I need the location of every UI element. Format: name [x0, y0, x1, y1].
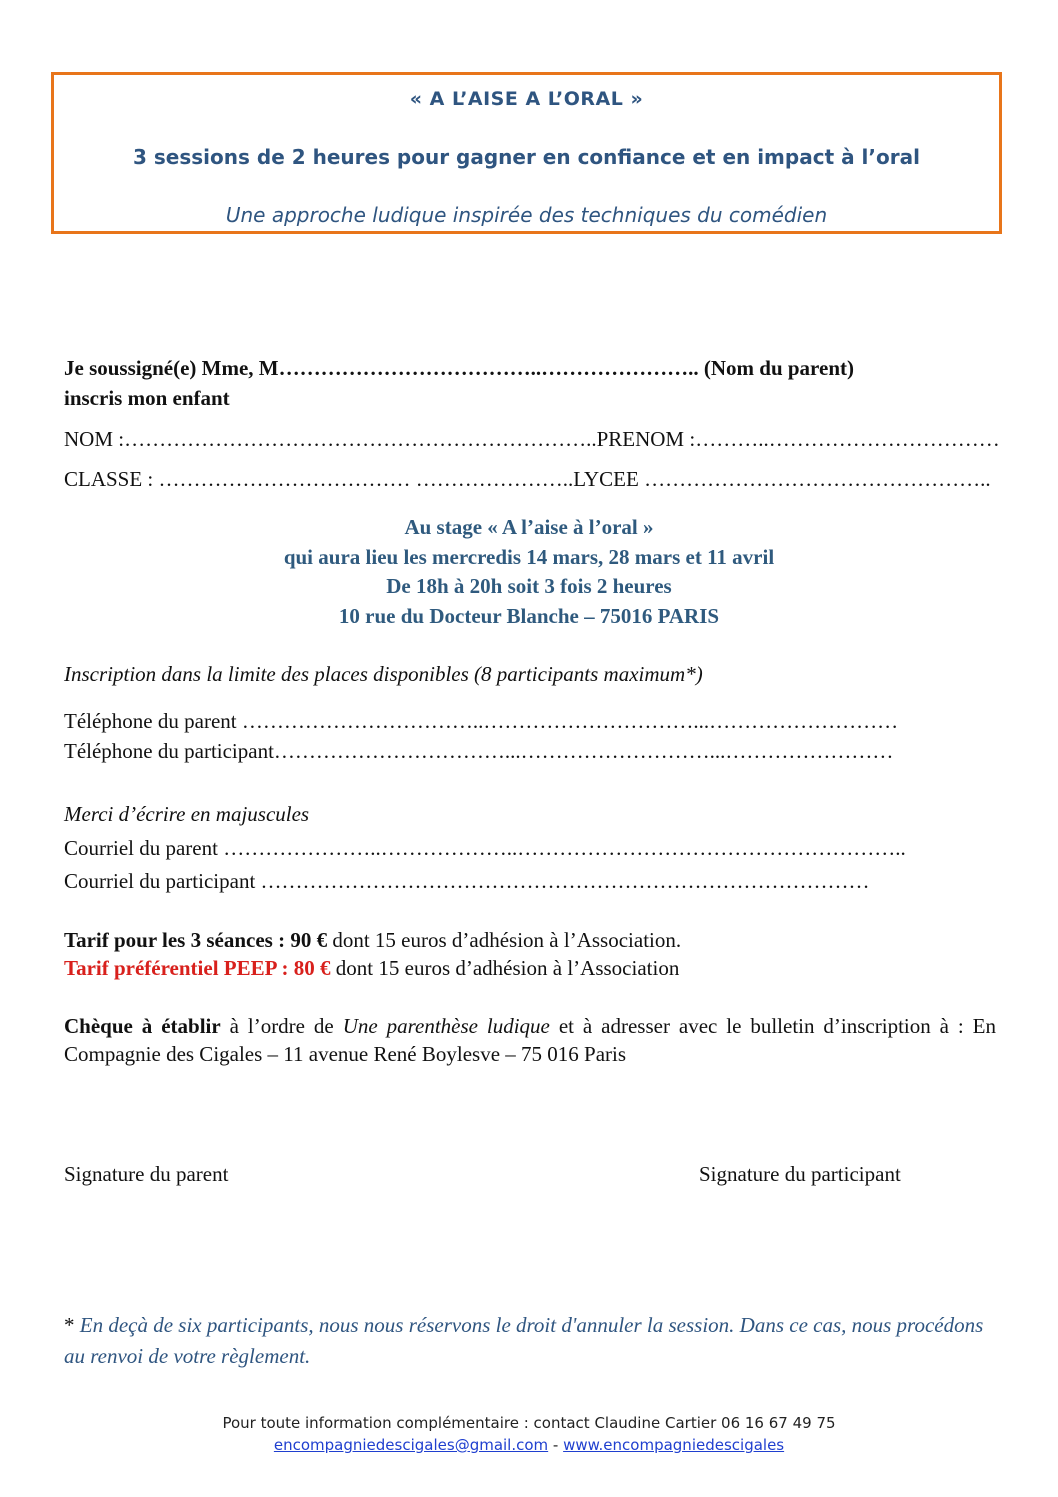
- stage-line-3: De 18h à 20h soit 3 fois 2 heures: [386, 574, 672, 598]
- footer-separator: -: [548, 1436, 564, 1454]
- signature-parent: Signature du parent: [64, 1162, 229, 1186]
- footer-links: [0, 1436, 1058, 1454]
- footnote-star: *: [64, 1313, 75, 1337]
- tarif-peep-text: dont 15 euros d’adhésion à l’Association: [330, 956, 680, 980]
- soussigne-line: Je soussigné(e) Mme, M………………………………..………………….. (Nom du parent): [64, 356, 854, 380]
- cheque-text-2: et à adresser avec le bulletin d’inscription à : En Compagnie des Cigales – 11 avenue René Boylesve – 75 016 Paris: [64, 1014, 997, 1066]
- page-subtitle: 3 sessions de 2 heures pour gagner en confiance et en impact à l’oral: [133, 145, 920, 169]
- stage-line-2: qui aura lieu les mercredis 14 mars, 28 mars et 11 avril: [283, 545, 775, 569]
- footer-website-link[interactable]: www.encompagniedescigales: [563, 1436, 785, 1454]
- page-tagline: Une approche ludique inspirée des techniques du comédien: [225, 203, 828, 227]
- footnote-text: En deçà de six participants, nous nous réservons le droit d'annuler la session. Dans ce cas, nous procédons au renvoi de votre règlement.: [64, 1313, 984, 1368]
- footnote: [64, 1310, 996, 1372]
- majuscules-instruction: Merci d’écrire en majuscules: [64, 802, 310, 826]
- email-participant-field: Courriel du participant ……………………………………………………………………………: [64, 869, 870, 893]
- classe-lycee-field: CLASSE : ……………………………… …………………..LYCEE …………………………………………..: [64, 467, 991, 491]
- tarif-standard-text: dont 15 euros d’adhésion à l’Association.: [327, 928, 682, 952]
- cheque-paragraph: [64, 1012, 996, 1068]
- stage-line-1: Au stage « A l’aise à l’oral »: [404, 515, 654, 539]
- footer-contact: Pour toute information complémentaire : contact Claudine Cartier 06 16 67 49 75: [222, 1414, 836, 1432]
- phone-participant-field: Téléphone du participant……………………………...………………………...……………………: [64, 739, 894, 763]
- tarif-standard: [64, 927, 681, 953]
- tarif-peep: [64, 955, 679, 981]
- cheque-text-1: à l’ordre de: [220, 1014, 343, 1038]
- email-parent-field: Courriel du parent …………………..………………..………………………………………………..: [64, 836, 906, 860]
- page-title: « A L’AISE A L’ORAL »: [409, 88, 644, 110]
- inscris-line: inscris mon enfant: [64, 386, 230, 410]
- tarif-peep-label: Tarif préférentiel PEEP : 80 €: [64, 956, 331, 980]
- signature-participant: Signature du participant: [699, 1162, 901, 1186]
- phone-parent-field: Téléphone du parent ……………………………..…………………………...………………………: [64, 709, 899, 733]
- title-box: [51, 72, 1002, 234]
- inscription-note: Inscription dans la limite des places disponibles (8 participants maximum*): [64, 662, 703, 686]
- cheque-label: Chèque à établir: [64, 1014, 221, 1038]
- footer-email-link[interactable]: encompagniedescigales@gmail.com: [273, 1436, 549, 1454]
- stage-line-4: 10 rue du Docteur Blanche – 75016 PARIS: [338, 604, 720, 628]
- cheque-beneficiary: Une parenthèse ludique: [342, 1014, 550, 1038]
- tarif-standard-label: Tarif pour les 3 séances : 90 €: [64, 928, 328, 952]
- nom-prenom-field: NOM :…………………………………………………………..PRENOM :………..……………………………: [64, 427, 1000, 451]
